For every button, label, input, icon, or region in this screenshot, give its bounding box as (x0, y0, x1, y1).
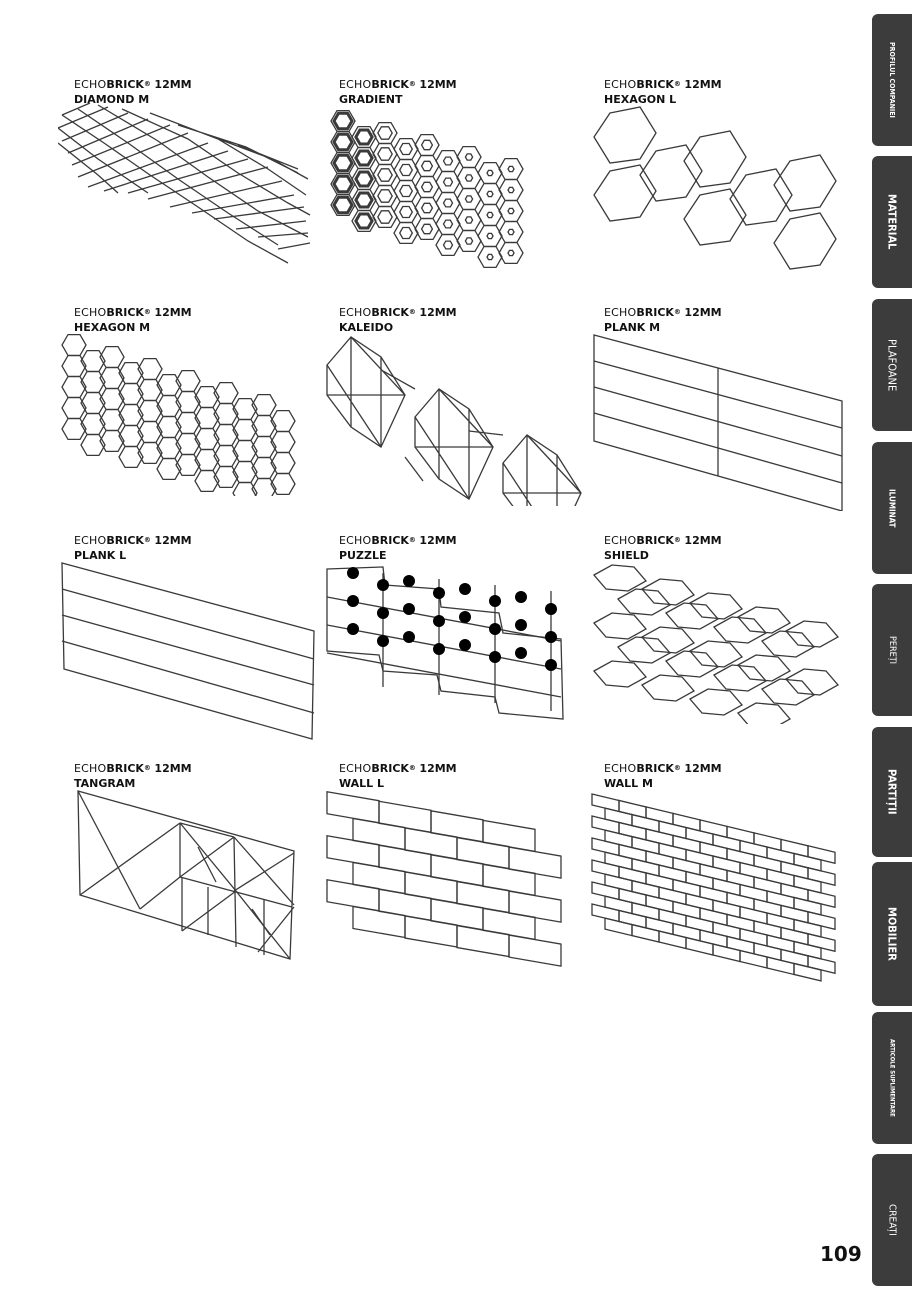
tangram-pattern-drawing (58, 787, 298, 962)
product-name: DIAMOND M (74, 93, 150, 106)
tab-articole-suplimentare[interactable]: ARTICOLE SUPLIMENTARE (872, 1012, 912, 1144)
product-hexagon-m (74, 305, 334, 533)
tab-partitii[interactable]: PARTIȚII (872, 727, 912, 857)
hexagon-m-pattern-drawing (58, 331, 320, 496)
product-label: ECHOBRICK® 12MM HEXAGON L (604, 78, 722, 106)
product-name: PLANK M (604, 321, 661, 334)
plank-m-pattern-drawing (588, 331, 850, 511)
tab-plafoane[interactable]: PLAFOANE (872, 299, 912, 431)
product-name: HEXAGON M (74, 321, 151, 334)
page-number: 109 (820, 1242, 862, 1266)
tab-material[interactable]: MATERIAL (872, 156, 912, 288)
tab-mobilier[interactable]: MOBILIER (872, 862, 912, 1006)
product-hexagon-l (604, 77, 864, 305)
product-name: WALL L (339, 777, 385, 790)
product-name: PLANK L (74, 549, 127, 562)
product-name: SHIELD (604, 549, 649, 562)
product-wall-m (604, 761, 864, 989)
kaleido-pattern-drawing (323, 331, 583, 506)
product-name: PUZZLE (339, 549, 387, 562)
product-name: KALEIDO (339, 321, 394, 334)
product-label: ECHOBRICK® 12MM DIAMOND M (74, 78, 192, 106)
product-name: WALL M (604, 777, 653, 790)
tab-creati[interactable]: CREAȚI (872, 1154, 912, 1286)
product-name: HEXAGON L (604, 93, 677, 106)
product-name: TANGRAM (74, 777, 136, 790)
tab-profilul-companiei[interactable]: PROFILUL COMPANIEI (872, 14, 912, 146)
diamond-pattern-drawing (58, 103, 318, 268)
hexagon-l-pattern-drawing (588, 103, 850, 278)
product-label: ECHOBRICK® 12MM PLANK M (604, 306, 722, 334)
product-wall-l (339, 761, 599, 989)
plank-l-pattern-drawing (58, 559, 320, 741)
product-shield (604, 533, 864, 761)
product-label: ECHOBRICK® 12MM TANGRAM (74, 762, 192, 790)
gradient-pattern-drawing (323, 103, 563, 273)
product-puzzle (339, 533, 599, 761)
product-label: ECHOBRICK® 12MM PUZZLE (339, 534, 457, 562)
wall-m-pattern-drawing (588, 787, 850, 987)
product-label: ECHOBRICK® 12MM WALL M (604, 762, 722, 790)
tab-iluminat[interactable]: ILUMINAT (872, 442, 912, 574)
product-plank-m (604, 305, 864, 533)
product-gradient (339, 77, 599, 305)
wall-l-pattern-drawing (323, 787, 583, 967)
puzzle-pattern-drawing (323, 559, 583, 734)
product-label: ECHOBRICK® 12MM SHIELD (604, 534, 722, 562)
product-diamond-m (74, 77, 334, 305)
tab-pereti[interactable]: PEREȚI (872, 584, 912, 716)
product-label: ECHOBRICK® 12MM KALEIDO (339, 306, 457, 334)
product-label: ECHOBRICK® 12MM PLANK L (74, 534, 192, 562)
product-label: ECHOBRICK® 12MM GRADIENT (339, 78, 457, 106)
product-label: ECHOBRICK® 12MM HEXAGON M (74, 306, 192, 334)
product-label: ECHOBRICK® 12MM WALL L (339, 762, 457, 790)
product-plank-l (74, 533, 334, 761)
shield-pattern-drawing (588, 559, 850, 724)
product-name: GRADIENT (339, 93, 403, 106)
product-tangram (74, 761, 334, 989)
product-kaleido (339, 305, 599, 533)
